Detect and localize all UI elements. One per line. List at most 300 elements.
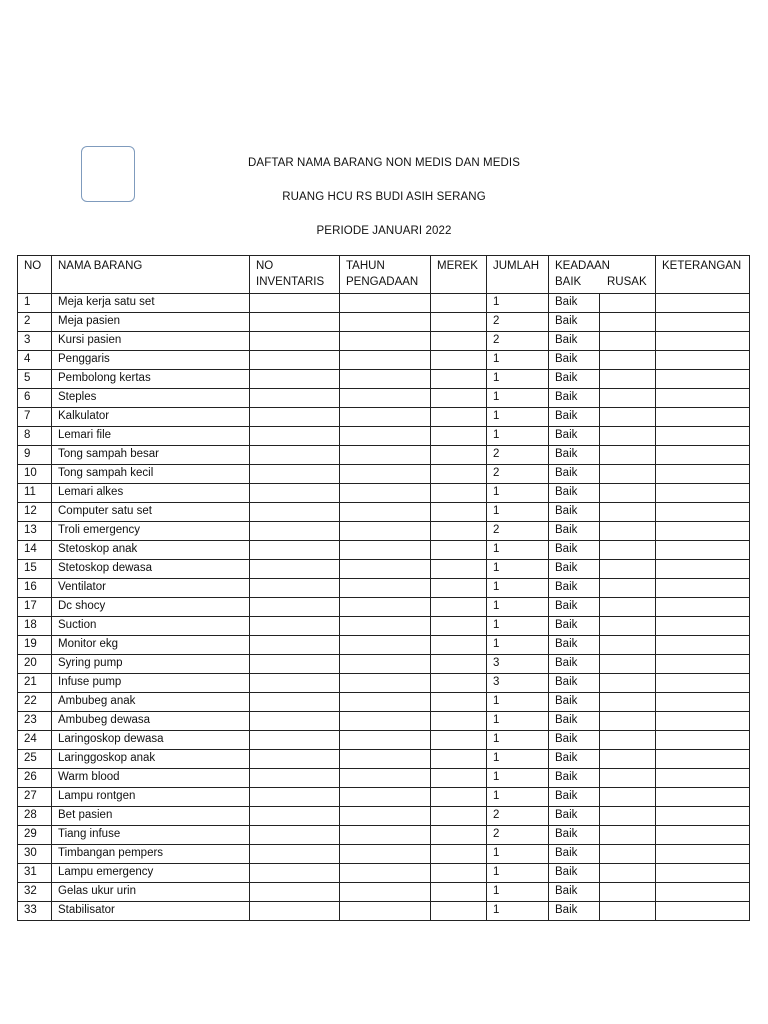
header-nama-barang: NAMA BARANG <box>52 256 250 294</box>
cell-merek <box>431 446 487 465</box>
cell-merek <box>431 408 487 427</box>
cell-no: 7 <box>18 408 52 427</box>
cell-no-inventaris <box>250 408 340 427</box>
cell-no-inventaris <box>250 484 340 503</box>
cell-keadaan-baik: Baik <box>549 560 600 579</box>
cell-merek <box>431 712 487 731</box>
cell-jumlah: 1 <box>487 579 549 598</box>
cell-jumlah: 1 <box>487 294 549 313</box>
cell-no: 11 <box>18 484 52 503</box>
cell-jumlah: 1 <box>487 750 549 769</box>
cell-keadaan-rusak <box>600 332 656 351</box>
header-keterangan: KETERANGAN <box>656 256 750 294</box>
cell-nama-barang: Computer satu set <box>52 503 250 522</box>
cell-keadaan-baik: Baik <box>549 826 600 845</box>
cell-no-inventaris <box>250 883 340 902</box>
cell-keadaan-baik: Baik <box>549 845 600 864</box>
cell-no: 1 <box>18 294 52 313</box>
cell-keadaan-rusak <box>600 712 656 731</box>
table-row <box>18 617 750 636</box>
cell-nama-barang: Bet pasien <box>52 807 250 826</box>
cell-no: 6 <box>18 389 52 408</box>
header-tahun-pengadaan: TAHUN PENGADAAN <box>340 256 431 294</box>
cell-jumlah: 1 <box>487 864 549 883</box>
table-row <box>18 522 750 541</box>
cell-keadaan-rusak <box>600 826 656 845</box>
cell-no-inventaris <box>250 807 340 826</box>
cell-nama-barang: Ventilator <box>52 579 250 598</box>
cell-keadaan-baik: Baik <box>549 598 600 617</box>
table-row <box>18 674 750 693</box>
cell-no: 3 <box>18 332 52 351</box>
cell-merek <box>431 484 487 503</box>
cell-keadaan-baik: Baik <box>549 503 600 522</box>
cell-tahun-pengadaan <box>340 484 431 503</box>
cell-merek <box>431 864 487 883</box>
cell-jumlah: 1 <box>487 731 549 750</box>
cell-keterangan <box>656 522 750 541</box>
cell-keadaan-rusak <box>600 465 656 484</box>
cell-no: 19 <box>18 636 52 655</box>
cell-tahun-pengadaan <box>340 617 431 636</box>
cell-no-inventaris <box>250 313 340 332</box>
cell-merek <box>431 693 487 712</box>
cell-nama-barang: Ambubeg dewasa <box>52 712 250 731</box>
table-row <box>18 636 750 655</box>
cell-keadaan-baik: Baik <box>549 522 600 541</box>
cell-keterangan <box>656 712 750 731</box>
cell-keterangan <box>656 503 750 522</box>
cell-no-inventaris <box>250 750 340 769</box>
cell-keadaan-rusak <box>600 408 656 427</box>
cell-tahun-pengadaan <box>340 503 431 522</box>
cell-keterangan <box>656 807 750 826</box>
table-row <box>18 484 750 503</box>
cell-merek <box>431 807 487 826</box>
cell-no: 28 <box>18 807 52 826</box>
cell-nama-barang: Tong sampah besar <box>52 446 250 465</box>
cell-keadaan-baik: Baik <box>549 579 600 598</box>
cell-keterangan <box>656 313 750 332</box>
table-row <box>18 332 750 351</box>
cell-no-inventaris <box>250 864 340 883</box>
cell-no: 10 <box>18 465 52 484</box>
cell-keadaan-rusak <box>600 370 656 389</box>
document-title: DAFTAR NAMA BARANG NON MEDIS DAN MEDIS <box>248 157 520 169</box>
cell-tahun-pengadaan <box>340 864 431 883</box>
cell-jumlah: 1 <box>487 351 549 370</box>
cell-merek <box>431 332 487 351</box>
cell-keterangan <box>656 294 750 313</box>
cell-nama-barang: Syring pump <box>52 655 250 674</box>
cell-keadaan-baik: Baik <box>549 769 600 788</box>
cell-no: 23 <box>18 712 52 731</box>
cell-no-inventaris <box>250 617 340 636</box>
cell-nama-barang: Gelas ukur urin <box>52 883 250 902</box>
cell-merek <box>431 370 487 389</box>
cell-no: 9 <box>18 446 52 465</box>
cell-merek <box>431 674 487 693</box>
cell-nama-barang: Kalkulator <box>52 408 250 427</box>
cell-merek <box>431 845 487 864</box>
cell-keadaan-rusak <box>600 636 656 655</box>
cell-keadaan-rusak <box>600 807 656 826</box>
cell-tahun-pengadaan <box>340 712 431 731</box>
cell-keadaan-baik: Baik <box>549 902 600 921</box>
table-row <box>18 560 750 579</box>
cell-tahun-pengadaan <box>340 883 431 902</box>
cell-keadaan-rusak <box>600 731 656 750</box>
table-header-row <box>18 256 750 294</box>
cell-nama-barang: Dc shocy <box>52 598 250 617</box>
cell-nama-barang: Tong sampah kecil <box>52 465 250 484</box>
cell-tahun-pengadaan <box>340 655 431 674</box>
cell-keadaan-baik: Baik <box>549 674 600 693</box>
cell-tahun-pengadaan <box>340 389 431 408</box>
cell-merek <box>431 750 487 769</box>
table-row <box>18 427 750 446</box>
header-rusak: RUSAK <box>607 276 647 288</box>
cell-merek <box>431 541 487 560</box>
cell-tahun-pengadaan <box>340 579 431 598</box>
table-row <box>18 712 750 731</box>
table-row <box>18 769 750 788</box>
cell-merek <box>431 427 487 446</box>
cell-nama-barang: Penggaris <box>52 351 250 370</box>
cell-keadaan-baik: Baik <box>549 807 600 826</box>
cell-tahun-pengadaan <box>340 902 431 921</box>
cell-merek <box>431 351 487 370</box>
cell-merek <box>431 503 487 522</box>
cell-keadaan-rusak <box>600 484 656 503</box>
cell-merek <box>431 617 487 636</box>
cell-merek <box>431 826 487 845</box>
cell-jumlah: 1 <box>487 636 549 655</box>
cell-tahun-pengadaan <box>340 427 431 446</box>
cell-tahun-pengadaan <box>340 294 431 313</box>
cell-tahun-pengadaan <box>340 807 431 826</box>
cell-keterangan <box>656 864 750 883</box>
cell-tahun-pengadaan <box>340 693 431 712</box>
cell-no: 33 <box>18 902 52 921</box>
cell-jumlah: 2 <box>487 313 549 332</box>
cell-jumlah: 1 <box>487 484 549 503</box>
cell-merek <box>431 769 487 788</box>
cell-tahun-pengadaan <box>340 465 431 484</box>
cell-nama-barang: Lemari alkes <box>52 484 250 503</box>
cell-keterangan <box>656 788 750 807</box>
cell-keadaan-rusak <box>600 522 656 541</box>
table-row <box>18 313 750 332</box>
header-no-inventaris: NO INVENTARIS <box>250 256 340 294</box>
cell-keterangan <box>656 389 750 408</box>
cell-no: 13 <box>18 522 52 541</box>
cell-keadaan-baik: Baik <box>549 370 600 389</box>
header-merek: MEREK <box>431 256 487 294</box>
table-row <box>18 389 750 408</box>
cell-keadaan-baik: Baik <box>549 427 600 446</box>
cell-tahun-pengadaan <box>340 731 431 750</box>
cell-no-inventaris <box>250 636 340 655</box>
cell-tahun-pengadaan <box>340 636 431 655</box>
cell-keadaan-rusak <box>600 674 656 693</box>
cell-keadaan-rusak <box>600 351 656 370</box>
cell-no-inventaris <box>250 579 340 598</box>
cell-merek <box>431 788 487 807</box>
cell-keadaan-rusak <box>600 427 656 446</box>
cell-tahun-pengadaan <box>340 541 431 560</box>
cell-merek <box>431 465 487 484</box>
cell-no: 16 <box>18 579 52 598</box>
cell-keterangan <box>656 674 750 693</box>
cell-jumlah: 1 <box>487 883 549 902</box>
cell-keterangan <box>656 541 750 560</box>
cell-keadaan-rusak <box>600 313 656 332</box>
cell-no: 24 <box>18 731 52 750</box>
cell-nama-barang: Troli emergency <box>52 522 250 541</box>
cell-tahun-pengadaan <box>340 370 431 389</box>
table-row <box>18 788 750 807</box>
table-row <box>18 503 750 522</box>
cell-keadaan-baik: Baik <box>549 389 600 408</box>
table-row <box>18 408 750 427</box>
cell-keadaan-rusak <box>600 788 656 807</box>
cell-no: 22 <box>18 693 52 712</box>
cell-merek <box>431 598 487 617</box>
cell-keadaan-rusak <box>600 845 656 864</box>
cell-keterangan <box>656 636 750 655</box>
cell-tahun-pengadaan <box>340 351 431 370</box>
cell-keadaan-baik: Baik <box>549 332 600 351</box>
cell-nama-barang: Monitor ekg <box>52 636 250 655</box>
cell-jumlah: 3 <box>487 674 549 693</box>
cell-jumlah: 1 <box>487 408 549 427</box>
cell-merek <box>431 560 487 579</box>
cell-no: 4 <box>18 351 52 370</box>
cell-keadaan-rusak <box>600 864 656 883</box>
cell-nama-barang: Laringoskop dewasa <box>52 731 250 750</box>
table-row <box>18 370 750 389</box>
cell-nama-barang: Timbangan pempers <box>52 845 250 864</box>
table-row <box>18 902 750 921</box>
cell-keadaan-rusak <box>600 883 656 902</box>
cell-no-inventaris <box>250 693 340 712</box>
cell-tahun-pengadaan <box>340 522 431 541</box>
cell-nama-barang: Ambubeg anak <box>52 693 250 712</box>
table-row <box>18 826 750 845</box>
document-period: PERIODE JANUARI 2022 <box>316 225 452 237</box>
cell-keadaan-rusak <box>600 446 656 465</box>
cell-merek <box>431 294 487 313</box>
cell-tahun-pengadaan <box>340 826 431 845</box>
cell-jumlah: 1 <box>487 617 549 636</box>
cell-keterangan <box>656 351 750 370</box>
cell-nama-barang: Lemari file <box>52 427 250 446</box>
cell-keterangan <box>656 750 750 769</box>
cell-keterangan <box>656 883 750 902</box>
cell-nama-barang: Lampu rontgen <box>52 788 250 807</box>
document-subtitle: RUANG HCU RS BUDI ASIH SERANG <box>282 191 486 203</box>
cell-no: 5 <box>18 370 52 389</box>
cell-jumlah: 1 <box>487 693 549 712</box>
cell-no-inventaris <box>250 598 340 617</box>
cell-no-inventaris <box>250 465 340 484</box>
cell-merek <box>431 636 487 655</box>
cell-nama-barang: Meja kerja satu set <box>52 294 250 313</box>
cell-nama-barang: Lampu emergency <box>52 864 250 883</box>
cell-no: 17 <box>18 598 52 617</box>
cell-keadaan-baik: Baik <box>549 864 600 883</box>
cell-tahun-pengadaan <box>340 788 431 807</box>
cell-keadaan-baik: Baik <box>549 788 600 807</box>
cell-keadaan-rusak <box>600 693 656 712</box>
table-row <box>18 807 750 826</box>
cell-no: 32 <box>18 883 52 902</box>
cell-nama-barang: Suction <box>52 617 250 636</box>
cell-keadaan-baik: Baik <box>549 617 600 636</box>
cell-jumlah: 1 <box>487 769 549 788</box>
cell-jumlah: 1 <box>487 845 549 864</box>
header-no: NO <box>18 256 52 294</box>
table-row <box>18 541 750 560</box>
cell-merek <box>431 522 487 541</box>
cell-keterangan <box>656 655 750 674</box>
cell-nama-barang: Stabilisator <box>52 902 250 921</box>
cell-no: 2 <box>18 313 52 332</box>
cell-keterangan <box>656 769 750 788</box>
table-row <box>18 750 750 769</box>
cell-keterangan <box>656 731 750 750</box>
cell-no-inventaris <box>250 332 340 351</box>
table-row <box>18 598 750 617</box>
cell-keterangan <box>656 617 750 636</box>
cell-nama-barang: Kursi pasien <box>52 332 250 351</box>
cell-no: 15 <box>18 560 52 579</box>
cell-keadaan-baik: Baik <box>549 484 600 503</box>
cell-tahun-pengadaan <box>340 845 431 864</box>
cell-jumlah: 1 <box>487 788 549 807</box>
cell-keadaan-baik: Baik <box>549 351 600 370</box>
cell-keterangan <box>656 598 750 617</box>
cell-merek <box>431 883 487 902</box>
cell-keterangan <box>656 370 750 389</box>
cell-merek <box>431 655 487 674</box>
cell-jumlah: 2 <box>487 332 549 351</box>
cell-tahun-pengadaan <box>340 674 431 693</box>
cell-keadaan-baik: Baik <box>549 712 600 731</box>
cell-keterangan <box>656 560 750 579</box>
cell-jumlah: 2 <box>487 826 549 845</box>
cell-keterangan <box>656 579 750 598</box>
cell-no-inventaris <box>250 370 340 389</box>
cell-no: 12 <box>18 503 52 522</box>
cell-nama-barang: Warm blood <box>52 769 250 788</box>
cell-no-inventaris <box>250 522 340 541</box>
cell-keadaan-rusak <box>600 560 656 579</box>
cell-no-inventaris <box>250 769 340 788</box>
cell-nama-barang: Meja pasien <box>52 313 250 332</box>
cell-keterangan <box>656 693 750 712</box>
cell-merek <box>431 579 487 598</box>
cell-keadaan-baik: Baik <box>549 883 600 902</box>
cell-keadaan-baik: Baik <box>549 446 600 465</box>
cell-keadaan-rusak <box>600 655 656 674</box>
cell-tahun-pengadaan <box>340 408 431 427</box>
cell-jumlah: 1 <box>487 541 549 560</box>
table-row <box>18 579 750 598</box>
cell-no: 31 <box>18 864 52 883</box>
cell-nama-barang: Stetoskop dewasa <box>52 560 250 579</box>
cell-keadaan-baik: Baik <box>549 750 600 769</box>
cell-keterangan <box>656 845 750 864</box>
header-baik: BAIK <box>555 276 582 288</box>
cell-merek <box>431 731 487 750</box>
cell-keadaan-rusak <box>600 541 656 560</box>
cell-jumlah: 2 <box>487 522 549 541</box>
cell-jumlah: 1 <box>487 389 549 408</box>
cell-keadaan-baik: Baik <box>549 693 600 712</box>
cell-no: 18 <box>18 617 52 636</box>
cell-no-inventaris <box>250 446 340 465</box>
cell-no-inventaris <box>250 294 340 313</box>
cell-keadaan-baik: Baik <box>549 313 600 332</box>
cell-no-inventaris <box>250 674 340 693</box>
cell-nama-barang: Stetoskop anak <box>52 541 250 560</box>
cell-jumlah: 1 <box>487 560 549 579</box>
cell-merek <box>431 389 487 408</box>
cell-keadaan-rusak <box>600 617 656 636</box>
cell-keadaan-rusak <box>600 503 656 522</box>
cell-nama-barang: Tiang infuse <box>52 826 250 845</box>
cell-no-inventaris <box>250 541 340 560</box>
cell-tahun-pengadaan <box>340 769 431 788</box>
cell-keadaan-rusak <box>600 598 656 617</box>
cell-keadaan-rusak <box>600 769 656 788</box>
cell-no-inventaris <box>250 712 340 731</box>
cell-jumlah: 2 <box>487 807 549 826</box>
cell-keterangan <box>656 427 750 446</box>
cell-no-inventaris <box>250 902 340 921</box>
table-row <box>18 845 750 864</box>
cell-keterangan <box>656 332 750 351</box>
cell-no: 8 <box>18 427 52 446</box>
table-row <box>18 446 750 465</box>
inventory-table <box>17 255 750 921</box>
cell-no: 25 <box>18 750 52 769</box>
cell-keadaan-baik: Baik <box>549 636 600 655</box>
cell-keadaan-baik: Baik <box>549 294 600 313</box>
cell-no: 29 <box>18 826 52 845</box>
cell-keadaan-rusak <box>600 294 656 313</box>
cell-tahun-pengadaan <box>340 560 431 579</box>
cell-keadaan-baik: Baik <box>549 465 600 484</box>
cell-keadaan-rusak <box>600 389 656 408</box>
cell-jumlah: 2 <box>487 465 549 484</box>
cell-jumlah: 1 <box>487 902 549 921</box>
cell-no-inventaris <box>250 427 340 446</box>
cell-keadaan-baik: Baik <box>549 541 600 560</box>
cell-no-inventaris <box>250 560 340 579</box>
cell-merek <box>431 902 487 921</box>
cell-jumlah: 2 <box>487 446 549 465</box>
table-row <box>18 864 750 883</box>
table-row <box>18 351 750 370</box>
cell-jumlah: 1 <box>487 370 549 389</box>
cell-no: 20 <box>18 655 52 674</box>
cell-no-inventaris <box>250 826 340 845</box>
cell-jumlah: 1 <box>487 503 549 522</box>
cell-keterangan <box>656 408 750 427</box>
